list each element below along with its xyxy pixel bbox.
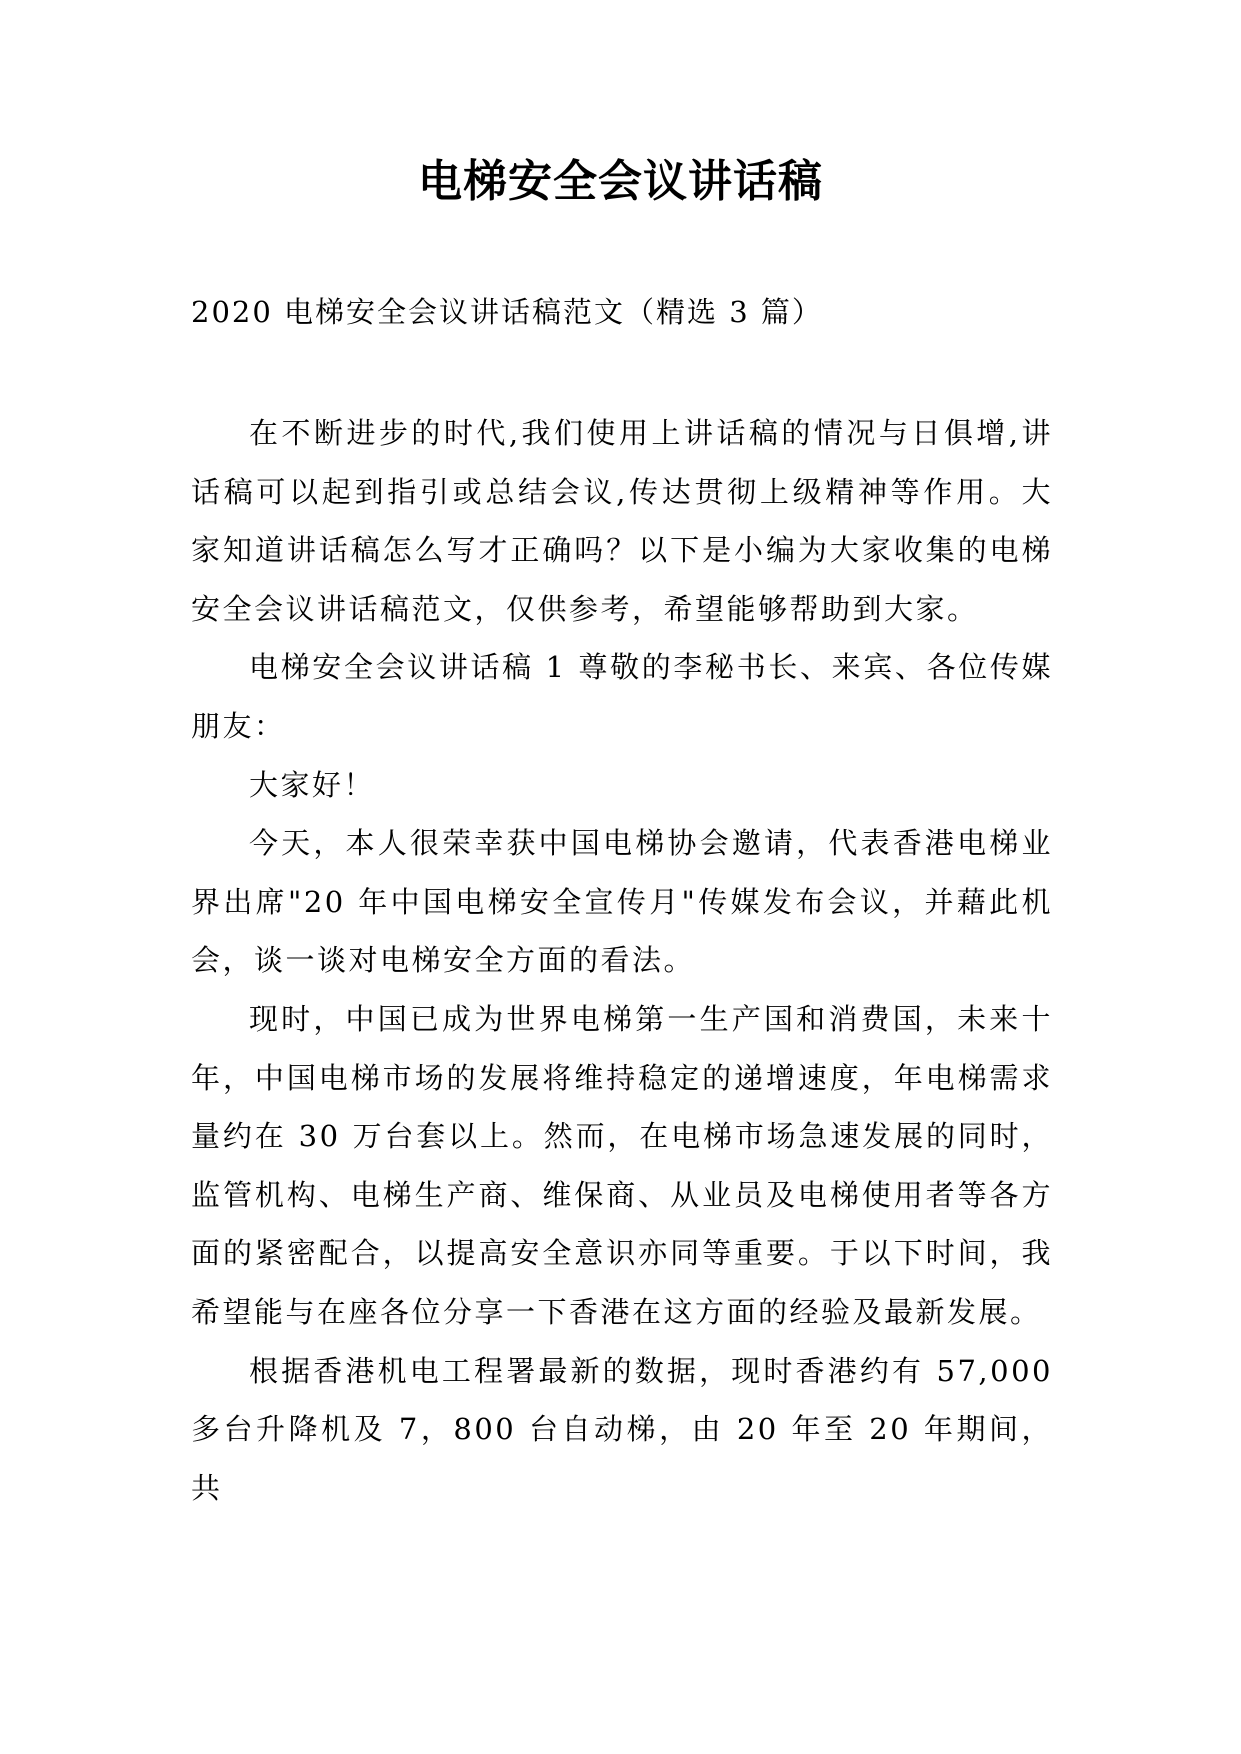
document-body — [191, 404, 1053, 1517]
paragraph-statistics: 根据香港机电工程署最新的数据，现时香港约有 57,000 多台升降机及 7，800 台自动梯，由 20 年至 20 年期间，共 — [191, 1353, 1053, 1505]
document-subtitle: 2020 电梯安全会议讲话稿范文（精选 3 篇） — [191, 295, 823, 329]
paragraph-intro: 在不断进步的时代,我们使用上讲话稿的情况与日俱增,讲话稿可以起到指引或总结会议,传达贯彻上级精神等作用。大家知道讲话稿怎么写才正确吗？以下是小编为大家收集的电梯安全会议讲话稿范文，仅供参考，希望能够帮助到大家。 — [191, 416, 1053, 626]
document-title: 电梯安全会议讲话稿 — [418, 156, 823, 207]
paragraph-greeting: 大家好！ — [249, 767, 376, 802]
paragraph-today: 今天，本人很荣幸获中国电梯协会邀请，代表香港电梯业界出席"20 年中国电梯安全宣传月"传媒发布会议，并藉此机会，谈一谈对电梯安全方面的看法。 — [191, 826, 1053, 978]
paragraph-salutation: 电梯安全会议讲话稿 1 尊敬的李秘书长、来宾、各位传媒朋友： — [191, 650, 1053, 743]
paragraph-current-situation: 现时，中国已成为世界电梯第一生产国和消费国，未来十年，中国电梯市场的发展将维持稳定的递增速度，年电梯需求量约在 30 万台套以上。然而，在电梯市场急速发展的同时，监管机构、电梯生产商、维保商、从业员及电梯使用者等各方面的紧密配合，以提高安全意识亦同等重要。于以下时间，我希望能与在座各位分享一下香港在这方面的经验及最新发展。 — [191, 1001, 1053, 1329]
